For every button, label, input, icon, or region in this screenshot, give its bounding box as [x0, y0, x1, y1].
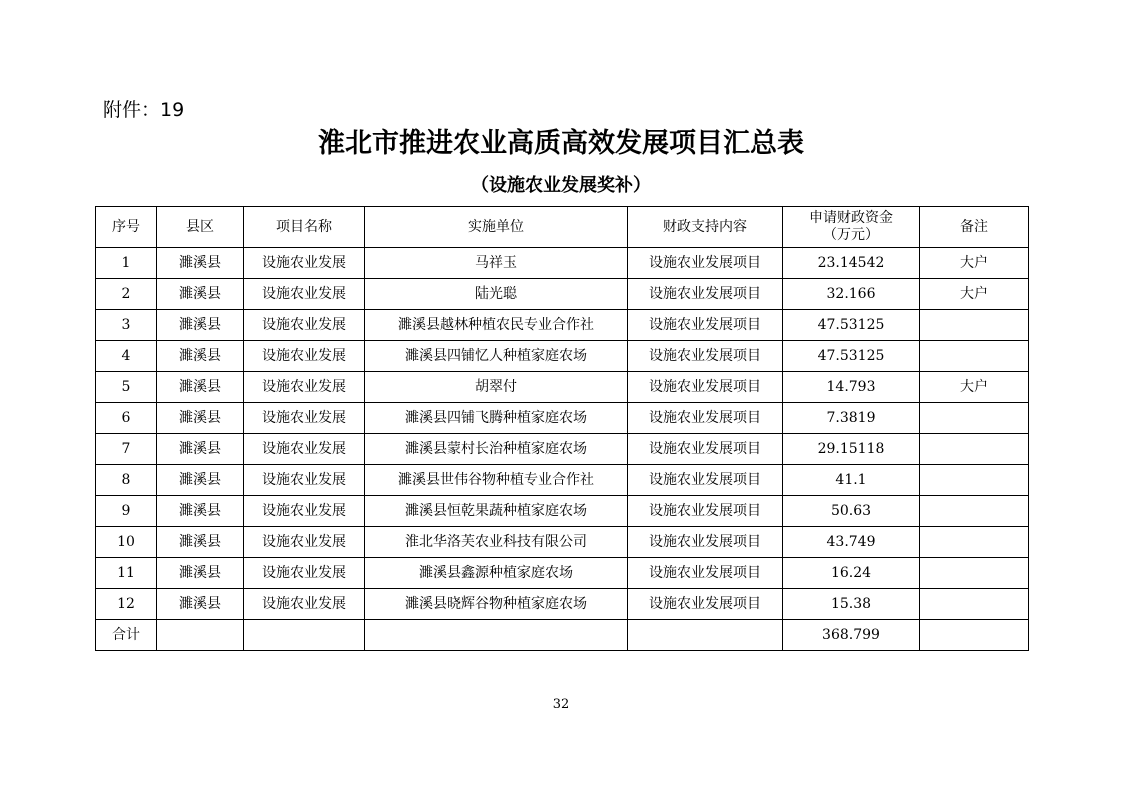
table-row [96, 341, 1029, 372]
cell-remark: 大户 [920, 248, 1029, 279]
page-number: 32 [552, 697, 570, 712]
cell-remark [920, 310, 1029, 341]
header-amount-line1: 申请财政资金 [809, 210, 893, 226]
cell-seq: 6 [96, 403, 157, 434]
cell-remark [920, 589, 1029, 620]
cell-amount: 15.38 [783, 589, 920, 620]
cell-project-name: 设施农业发展 [244, 403, 365, 434]
cell-unit: 濉溪县蒙村长治种植家庭农场 [365, 434, 628, 465]
cell-project-name: 设施农业发展 [244, 372, 365, 403]
cell-county: 濉溪县 [157, 341, 244, 372]
cell-unit: 濉溪县四铺飞腾种植家庭农场 [365, 403, 628, 434]
cell-support: 设施农业发展项目 [628, 279, 783, 310]
cell-amount: 43.749 [783, 527, 920, 558]
table-row [96, 248, 1029, 279]
cell-project-name: 设施农业发展 [244, 341, 365, 372]
total-label: 合计 [96, 620, 157, 651]
table-header-row [96, 207, 1029, 248]
cell-unit: 濉溪县四铺忆人种植家庭农场 [365, 341, 628, 372]
cell-project-name: 设施农业发展 [244, 527, 365, 558]
table-row [96, 372, 1029, 403]
cell-amount: 14.793 [783, 372, 920, 403]
cell-unit: 濉溪县晓辉谷物种植家庭农场 [365, 589, 628, 620]
summary-table [95, 206, 1029, 651]
table-row [96, 558, 1029, 589]
cell-unit: 濉溪县越林种植农民专业合作社 [365, 310, 628, 341]
table-row [96, 434, 1029, 465]
cell-support: 设施农业发展项目 [628, 527, 783, 558]
cell-seq: 11 [96, 558, 157, 589]
cell-unit: 马祥玉 [365, 248, 628, 279]
cell-support: 设施农业发展项目 [628, 496, 783, 527]
table-row [96, 465, 1029, 496]
header-unit: 实施单位 [365, 207, 628, 248]
cell-seq: 9 [96, 496, 157, 527]
cell-county: 濉溪县 [157, 434, 244, 465]
cell-county: 濉溪县 [157, 279, 244, 310]
cell-unit: 濉溪县鑫源种植家庭农场 [365, 558, 628, 589]
cell-remark [920, 558, 1029, 589]
cell-amount: 41.1 [783, 465, 920, 496]
cell-county: 濉溪县 [157, 558, 244, 589]
cell-amount: 50.63 [783, 496, 920, 527]
cell-project-name: 设施农业发展 [244, 496, 365, 527]
table-row [96, 527, 1029, 558]
cell-unit: 淮北华洛芙农业科技有限公司 [365, 527, 628, 558]
cell-seq: 7 [96, 434, 157, 465]
header-amount-line2: （万元） [823, 227, 879, 243]
cell-project-name: 设施农业发展 [244, 465, 365, 496]
cell-seq: 8 [96, 465, 157, 496]
cell-remark [920, 527, 1029, 558]
cell-amount: 23.14542 [783, 248, 920, 279]
cell-unit: 濉溪县恒乾果蔬种植家庭农场 [365, 496, 628, 527]
header-project-name: 项目名称 [244, 207, 365, 248]
cell-county: 濉溪县 [157, 310, 244, 341]
cell-seq: 2 [96, 279, 157, 310]
cell-project-name: 设施农业发展 [244, 589, 365, 620]
document-title: 淮北市推进农业高质高效发展项目汇总表 [318, 128, 804, 159]
attachment-label: 附件：19 [103, 99, 185, 121]
cell-county: 濉溪县 [157, 527, 244, 558]
table-row [96, 310, 1029, 341]
header-seq: 序号 [96, 207, 157, 248]
header-amount [783, 207, 920, 248]
cell-amount: 47.53125 [783, 341, 920, 372]
cell-county: 濉溪县 [157, 465, 244, 496]
cell-project-name: 设施农业发展 [244, 434, 365, 465]
cell-support: 设施农业发展项目 [628, 403, 783, 434]
header-support: 财政支持内容 [628, 207, 783, 248]
cell-project-name: 设施农业发展 [244, 558, 365, 589]
total-remark [920, 620, 1029, 651]
total-project-name [244, 620, 365, 651]
cell-unit: 濉溪县世伟谷物种植专业合作社 [365, 465, 628, 496]
table-row [96, 279, 1029, 310]
cell-amount: 29.15118 [783, 434, 920, 465]
cell-support: 设施农业发展项目 [628, 558, 783, 589]
cell-county: 濉溪县 [157, 496, 244, 527]
total-unit [365, 620, 628, 651]
cell-seq: 4 [96, 341, 157, 372]
table-row [96, 403, 1029, 434]
cell-amount: 16.24 [783, 558, 920, 589]
cell-support: 设施农业发展项目 [628, 465, 783, 496]
total-amount: 368.799 [783, 620, 920, 651]
cell-county: 濉溪县 [157, 589, 244, 620]
document-subtitle: （设施农业发展奖补） [471, 175, 651, 196]
cell-county: 濉溪县 [157, 403, 244, 434]
cell-county: 濉溪县 [157, 372, 244, 403]
cell-support: 设施农业发展项目 [628, 589, 783, 620]
cell-seq: 12 [96, 589, 157, 620]
header-remark: 备注 [920, 207, 1029, 248]
cell-county: 濉溪县 [157, 248, 244, 279]
cell-project-name: 设施农业发展 [244, 279, 365, 310]
cell-remark [920, 341, 1029, 372]
table-row-total [96, 620, 1029, 651]
header-county: 县区 [157, 207, 244, 248]
cell-seq: 10 [96, 527, 157, 558]
cell-support: 设施农业发展项目 [628, 372, 783, 403]
cell-amount: 47.53125 [783, 310, 920, 341]
cell-seq: 5 [96, 372, 157, 403]
total-support [628, 620, 783, 651]
cell-remark: 大户 [920, 372, 1029, 403]
cell-support: 设施农业发展项目 [628, 248, 783, 279]
cell-seq: 1 [96, 248, 157, 279]
cell-unit: 胡翠付 [365, 372, 628, 403]
cell-amount: 7.3819 [783, 403, 920, 434]
cell-remark: 大户 [920, 279, 1029, 310]
table-row [96, 589, 1029, 620]
cell-remark [920, 496, 1029, 527]
cell-remark [920, 434, 1029, 465]
cell-amount: 32.166 [783, 279, 920, 310]
cell-support: 设施农业发展项目 [628, 310, 783, 341]
cell-unit: 陆光聪 [365, 279, 628, 310]
cell-support: 设施农业发展项目 [628, 341, 783, 372]
cell-remark [920, 403, 1029, 434]
cell-support: 设施农业发展项目 [628, 434, 783, 465]
table-row [96, 496, 1029, 527]
cell-remark [920, 465, 1029, 496]
total-county [157, 620, 244, 651]
cell-seq: 3 [96, 310, 157, 341]
table-body [96, 248, 1029, 651]
cell-project-name: 设施农业发展 [244, 310, 365, 341]
cell-project-name: 设施农业发展 [244, 248, 365, 279]
